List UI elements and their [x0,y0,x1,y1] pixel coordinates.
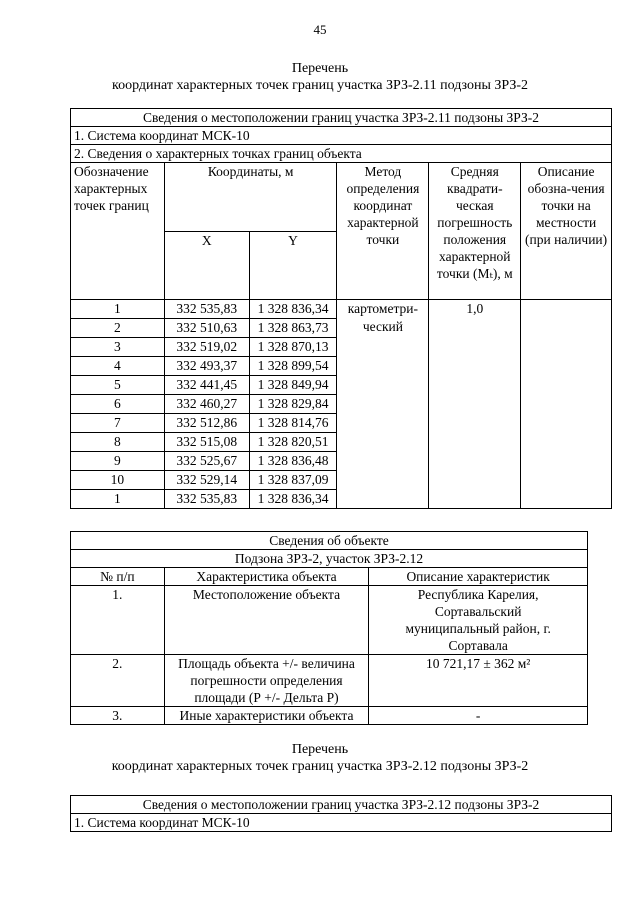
table-row [71,300,612,319]
header-char-description: Описание характеристик [369,568,588,586]
point-number-cell: 7 [71,414,165,433]
x-coordinate-cell: 332 529,14 [164,471,249,490]
error-value-cell: 1,0 [429,300,521,509]
table3-system-row: 1. Система координат МСК-10 [71,814,612,832]
x-coordinate-cell: 332 519,02 [164,338,249,357]
heading-2 [0,741,640,775]
row-num: 2. [71,655,165,707]
table-row [71,586,588,655]
row-num: 3. [71,707,165,725]
point-number-cell: 5 [71,376,165,395]
header-num: № п/п [71,568,165,586]
x-coordinate-cell: 332 510,63 [164,319,249,338]
header-coordinates: Координаты, м [164,163,337,232]
y-coordinate-cell: 1 328 836,34 [249,490,337,509]
y-coordinate-cell: 1 328 863,73 [249,319,337,338]
header-y: Y [249,231,337,300]
y-coordinate-cell: 1 328 849,94 [249,376,337,395]
point-number-cell: 9 [71,452,165,471]
coordinates-table-zrz-2-12 [70,795,612,832]
point-number-cell: 10 [71,471,165,490]
x-coordinate-cell: 332 441,45 [164,376,249,395]
header-designation: Обозначение характерных точек границ [71,163,165,300]
description-value-cell [521,300,612,509]
y-coordinate-cell: 1 328 829,84 [249,395,337,414]
coordinates-table-zrz-2-11 [70,108,612,509]
table2-title: Сведения об объекте [71,532,588,550]
point-number-cell: 1 [71,490,165,509]
table-row [71,655,588,707]
heading-2-line1: Перечень [291,742,349,757]
header-method: Метод определения координат характерной точки [337,163,429,300]
y-coordinate-cell: 1 328 836,34 [249,300,337,319]
header-x: X [164,231,249,300]
table1-system-row: 1. Система координат МСК-10 [71,127,612,145]
x-coordinate-cell: 332 512,86 [164,414,249,433]
row-description: Республика Карелия, Сортавальский муниципальный район, г. Сортавала [369,586,588,655]
point-number-cell: 6 [71,395,165,414]
table-row [71,707,588,725]
heading-1-line2: координат характерных точек границ участка ЗРЗ-2.11 подзоны ЗРЗ-2 [111,78,529,93]
x-coordinate-cell: 332 525,67 [164,452,249,471]
y-coordinate-cell: 1 328 820,51 [249,433,337,452]
table1-points-row: 2. Сведения о характерных точках границ объекта [71,145,612,163]
object-info-table [70,531,588,725]
y-coordinate-cell: 1 328 836,48 [249,452,337,471]
point-number-cell: 4 [71,357,165,376]
point-number-cell: 2 [71,319,165,338]
point-number-cell: 3 [71,338,165,357]
y-coordinate-cell: 1 328 870,13 [249,338,337,357]
y-coordinate-cell: 1 328 814,76 [249,414,337,433]
header-description: Описание обозна-чения точки на местности (при наличии) [521,163,612,300]
row-description: - [369,707,588,725]
header-error: Средняя квадрати-ческая погрешность положения характерной точки (Мₜ), м [429,163,521,300]
x-coordinate-cell: 332 493,37 [164,357,249,376]
method-value-cell: картометри-ческий [337,300,429,509]
row-description: 10 721,17 ± 362 м² [369,655,588,707]
row-characteristic: Иные характеристики объекта [164,707,369,725]
x-coordinate-cell: 332 535,83 [164,300,249,319]
page-number: 45 [313,22,327,37]
row-num: 1. [71,586,165,655]
heading-2-line2: координат характерных точек границ участка ЗРЗ-2.12 подзоны ЗРЗ-2 [111,759,529,774]
point-number-cell: 1 [71,300,165,319]
x-coordinate-cell: 332 460,27 [164,395,249,414]
point-number-cell: 8 [71,433,165,452]
x-coordinate-cell: 332 535,83 [164,490,249,509]
heading-1-line1: Перечень [291,61,349,76]
y-coordinate-cell: 1 328 899,54 [249,357,337,376]
heading-1 [0,60,640,94]
table3-title: Сведения о местоположении границ участка ЗРЗ-2.12 подзоны ЗРЗ-2 [71,796,612,814]
y-coordinate-cell: 1 328 837,09 [249,471,337,490]
header-characteristic: Характеристика объекта [164,568,369,586]
row-characteristic: Местоположение объекта [164,586,369,655]
row-characteristic: Площадь объекта +/- величина погрешности определения площади (Р +/- Дельта Р) [164,655,369,707]
table2-subtitle: Подзона ЗРЗ-2, участок ЗРЗ-2.12 [71,550,588,568]
table1-title: Сведения о местоположении границ участка ЗРЗ-2.11 подзоны ЗРЗ-2 [71,109,612,127]
x-coordinate-cell: 332 515,08 [164,433,249,452]
